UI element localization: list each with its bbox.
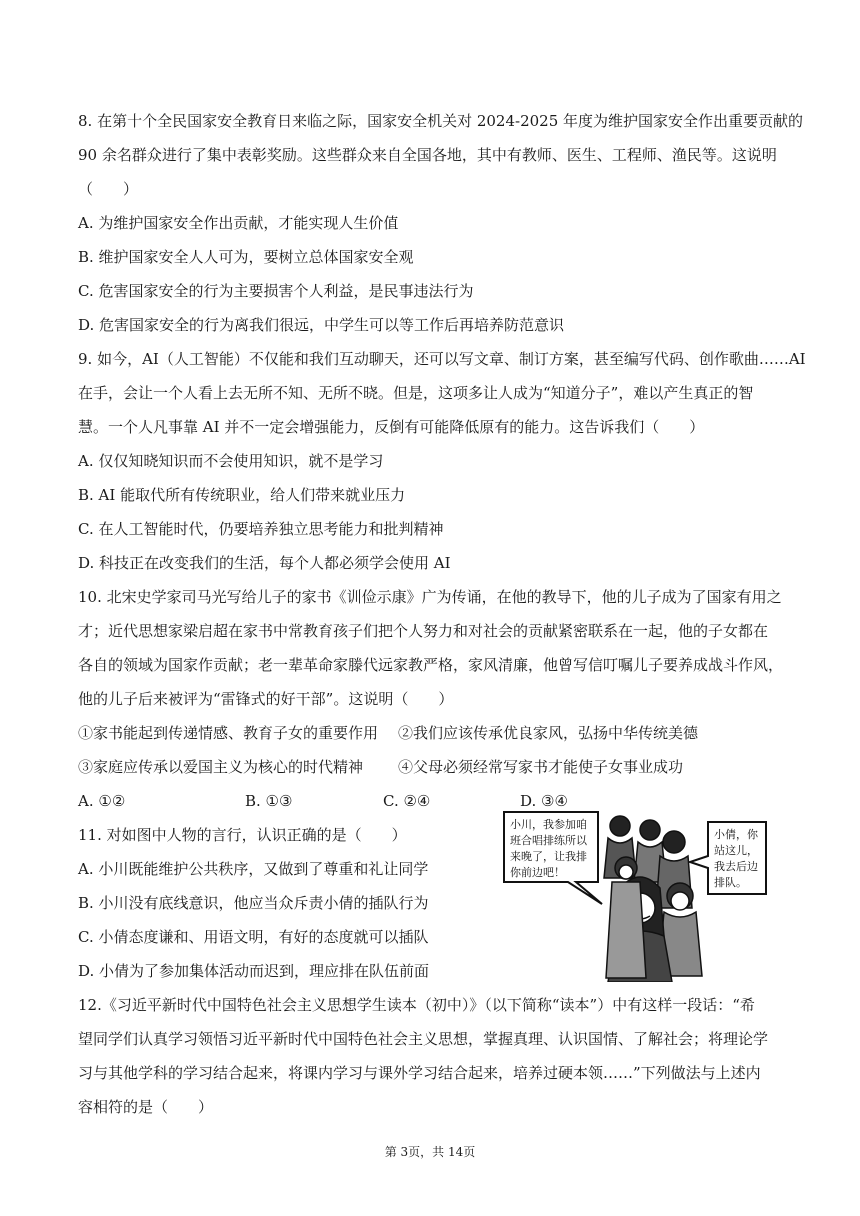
q8-stem-line1: 8. 在第十个全民国家安全教育日来临之际，国家安全机关对 2024-2025 年度为维护国家安全作出重要贡献的 <box>78 112 804 130</box>
q10-item-2: ②我们应该传承优良家风，弘扬中华传统美德 <box>398 724 699 742</box>
q8-option-a: A. 为维护国家安全作出贡献，才能实现人生价值 <box>78 214 399 232</box>
q10-stem-line3: 各自的领域为国家作贡献；老一辈革命家滕代远家教严格，家风清廉，他曾写信叮嘱儿子要养成战斗作风， <box>78 656 784 674</box>
bubble-left-line1: 小川，我参加咱 <box>510 818 587 831</box>
q8-option-b: B. 维护国家安全人人可为，要树立总体国家安全观 <box>78 248 414 266</box>
q10-item-4: ④父母必须经常写家书才能使子女事业成功 <box>398 758 684 776</box>
q12-stem-line1: 12.《习近平新时代中国特色社会主义思想学生读本（初中）》（以下简称“读本”）中有这样一段话：“希 <box>78 996 755 1014</box>
q10-option-c: C. ②④ <box>383 792 431 810</box>
bubble-left-line3: 来晚了，让我排 <box>510 850 587 863</box>
q9-stem-line1: 9. 如今，AI（人工智能）不仅能和我们互动聊天，还可以写文章、制订方案，甚至编写代码、创作歌曲……AI <box>78 350 806 368</box>
q10-option-d: D. ③④ <box>520 792 568 810</box>
bubble-left-line4: 你前边吧！ <box>510 866 565 879</box>
q12-stem-line4: 容相符的是（ ） <box>78 1098 214 1116</box>
q10-option-a: A. ①② <box>78 792 126 810</box>
bubble-right-line3: 我去后边 <box>714 860 758 873</box>
q8-option-c: C. 危害国家安全的行为主要损害个人利益，是民事违法行为 <box>78 282 474 300</box>
bubble-left-line2: 班合唱排练所以 <box>510 834 587 847</box>
q8-stem-line2: 90 余名群众进行了集中表彰奖励。这些群众来自全国各地，其中有教师、医生、工程师、渔民等。这说明 <box>78 146 777 164</box>
q9-stem-line3: 慧。一个人凡事靠 AI 并不一定会增强能力，反倒有可能降低原有的能力。这告诉我们（ ） <box>78 418 705 436</box>
bubble-right-line2: 站这儿， <box>714 844 758 857</box>
q11-stem: 11. 对如图中人物的言行，认识正确的是（ ） <box>78 826 407 844</box>
speech-bubble-right <box>690 822 766 894</box>
q9-option-b: B. AI 能取代所有传统职业，给人们带来就业压力 <box>78 486 406 504</box>
q10-stem-line2: 才；近代思想家梁启超在家书中常教育孩子们把个人努力和对社会的贡献紧密联系在一起，他的子女都在 <box>78 622 769 640</box>
q10-stem-line1: 10. 北宋史学家司马光写给儿子的家书《训俭示康》广为传诵，在他的教导下，他的儿子成为了国家有用之 <box>78 588 782 606</box>
q10-stem-line4: 他的儿子后来被评为“雷锋式的好干部”。这说明（ ） <box>78 690 454 708</box>
q8-option-d: D. 危害国家安全的行为离我们很远，中学生可以等工作后再培养防范意识 <box>78 316 565 334</box>
q10-item-3: ③家庭应传承以爱国主义为核心的时代精神 <box>78 758 364 776</box>
q10-option-b: B. ①③ <box>245 792 293 810</box>
q12-stem-line2: 望同学们认真学习领悟习近平新时代中国特色社会主义思想，掌握真理、认识国情、了解社会；将理论学 <box>78 1030 769 1048</box>
q11-option-d: D. 小倩为了参加集体活动而迟到，理应排在队伍前面 <box>78 962 430 980</box>
q11-option-c: C. 小倩态度谦和、用语文明，有好的态度就可以插队 <box>78 928 429 946</box>
q9-option-c: C. 在人工智能时代，仍要培养独立思考能力和批判精神 <box>78 520 444 538</box>
q11-cartoon-illustration <box>500 808 772 982</box>
q11-option-a: A. 小川既能维护公共秩序，又做到了尊重和礼让同学 <box>78 860 429 878</box>
bubble-right-line1: 小倩，你 <box>714 828 758 841</box>
q9-option-d: D. 科技正在改变我们的生活，每个人都必须学会使用 AI <box>78 554 451 572</box>
q9-stem-line2: 在手，会让一个人看上去无所不知、无所不晓。但是，这项多让人成为“知道分子”，难以产生真正的智 <box>78 384 754 402</box>
page-number-footer: 第 3页，共 14页 <box>384 1145 476 1159</box>
bubble-right-line4: 排队。 <box>714 876 747 889</box>
speech-bubble-left <box>504 812 602 904</box>
q8-stem-line3: （ ） <box>78 180 139 198</box>
q11-option-b: B. 小川没有底线意识，他应当众斥责小倩的插队行为 <box>78 894 429 912</box>
q10-item-1: ①家书能起到传递情感、教育子女的重要作用 <box>78 724 379 742</box>
q9-option-a: A. 仅仅知晓知识而不会使用知识，就不是学习 <box>78 452 384 470</box>
q12-stem-line3: 习与其他学科的学习结合起来，将课内学习与课外学习结合起来，培养过硬本领……”下列做法与上述内 <box>78 1064 761 1082</box>
